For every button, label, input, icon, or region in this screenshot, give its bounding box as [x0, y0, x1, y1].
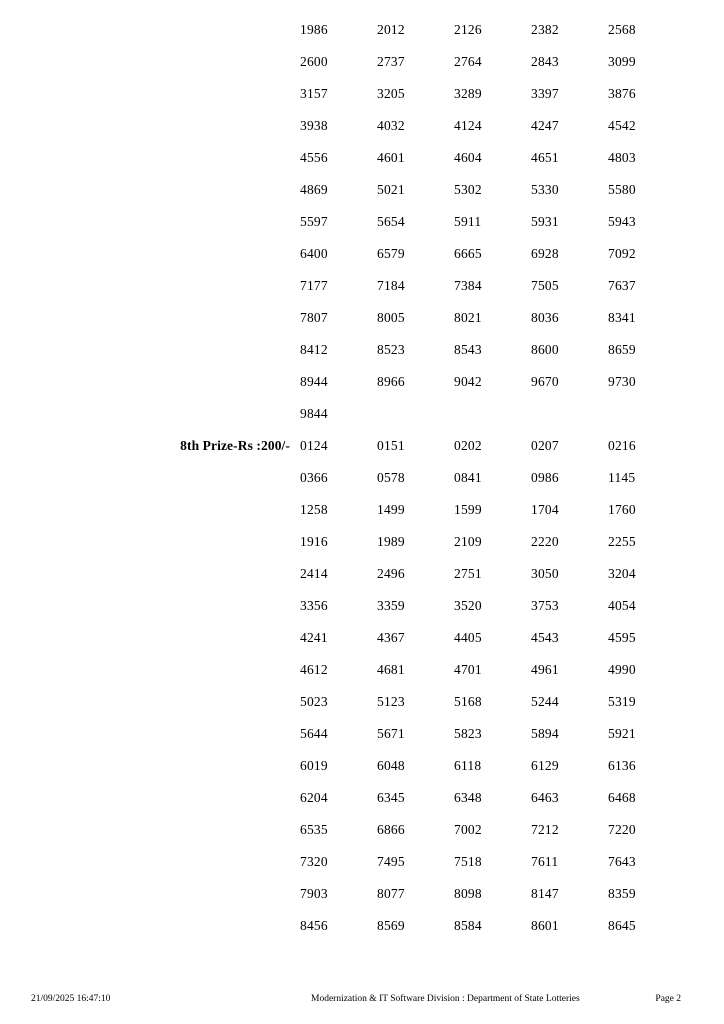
number-group: [300, 854, 724, 870]
number-group: [300, 278, 724, 294]
prize-number: 8584: [454, 918, 482, 933]
prize-number: 5921: [608, 726, 636, 741]
prize-number: 1145: [608, 470, 636, 485]
table-row: [0, 22, 724, 54]
number-group: [300, 150, 724, 166]
number-group: [300, 822, 724, 838]
number-group: [300, 54, 724, 70]
prize-number: 5123: [377, 694, 405, 709]
number-group: [300, 918, 724, 934]
prize-number: 6579: [377, 246, 405, 261]
prize-number: 6136: [608, 758, 636, 773]
prize-number: 4595: [608, 630, 636, 645]
number-group: [300, 726, 724, 742]
prize-number: 8098: [454, 886, 482, 901]
prize-number: 3157: [300, 86, 328, 101]
prize-number: 4803: [608, 150, 636, 165]
number-group: [300, 534, 724, 550]
prize-number: 2751: [454, 566, 482, 581]
prize-number: 4604: [454, 150, 482, 165]
prize-number: 0151: [377, 438, 405, 453]
prize-number: 6019: [300, 758, 328, 773]
number-group: [300, 22, 724, 38]
prize-number: 3938: [300, 118, 328, 133]
number-group: [300, 886, 724, 902]
prize-number: 8021: [454, 310, 482, 325]
table-row: [0, 854, 724, 886]
table-row: [0, 374, 724, 406]
prize-number: 6866: [377, 822, 405, 837]
prize-number: 8659: [608, 342, 636, 357]
prize-number: 2737: [377, 54, 405, 69]
prize-number: 7903: [300, 886, 328, 901]
table-row: [0, 822, 724, 854]
prize-number: 2255: [608, 534, 636, 549]
number-group: [300, 662, 724, 678]
prize-number: 4701: [454, 662, 482, 677]
prize-number: 7807: [300, 310, 328, 325]
number-group: [300, 758, 724, 774]
prize-number: 5644: [300, 726, 328, 741]
prize-number: 2414: [300, 566, 328, 581]
number-group: [300, 502, 724, 518]
prize-number: 0841: [454, 470, 482, 485]
prize-number: 3099: [608, 54, 636, 69]
prize-number: 6468: [608, 790, 636, 805]
prize-number: 3289: [454, 86, 482, 101]
number-group: [300, 374, 724, 390]
prize-number: 7184: [377, 278, 405, 293]
prize-number: 5168: [454, 694, 482, 709]
prize-number: 2496: [377, 566, 405, 581]
table-row: [0, 534, 724, 566]
number-group: [300, 470, 724, 486]
table-row: [0, 246, 724, 278]
table-row: [0, 630, 724, 662]
table-row: [0, 86, 724, 118]
table-row: [0, 886, 724, 918]
number-group: [300, 406, 724, 422]
prize-number: 9042: [454, 374, 482, 389]
prize-number: 7177: [300, 278, 328, 293]
number-group: [300, 246, 724, 262]
prize-number: 5911: [454, 214, 482, 229]
prize-number: 4543: [531, 630, 559, 645]
prize-number: 8645: [608, 918, 636, 933]
prize-number: 5244: [531, 694, 559, 709]
footer-department: Modernization & IT Software Division : Department of State Lotteries: [311, 994, 580, 1004]
prize-number: 1916: [300, 534, 328, 549]
table-row: [0, 790, 724, 822]
prize-number: 3359: [377, 598, 405, 613]
table-row: [0, 342, 724, 374]
number-group: [300, 182, 724, 198]
table-row: [0, 54, 724, 86]
prize-number: 8569: [377, 918, 405, 933]
table-row: [0, 406, 724, 438]
prize-number: 6348: [454, 790, 482, 805]
prize-number: 0124: [300, 438, 328, 453]
prize-number: 8523: [377, 342, 405, 357]
prize-number: 6400: [300, 246, 328, 261]
prize-number: 5894: [531, 726, 559, 741]
table-row: [0, 598, 724, 630]
prize-number: 6048: [377, 758, 405, 773]
prize-number: 8601: [531, 918, 559, 933]
number-group: [300, 790, 724, 806]
prize-number: 4542: [608, 118, 636, 133]
prize-number: 7220: [608, 822, 636, 837]
prize-number: 4367: [377, 630, 405, 645]
prize-number: 5023: [300, 694, 328, 709]
prize-number: 8600: [531, 342, 559, 357]
prize-number: 3520: [454, 598, 482, 613]
prize-number: 3876: [608, 86, 636, 101]
footer-page-number: Page 2: [655, 994, 681, 1004]
prize-number: 0202: [454, 438, 482, 453]
prize-number: 5319: [608, 694, 636, 709]
prize-number: 5943: [608, 214, 636, 229]
table-row: [0, 566, 724, 598]
prize-number: 4601: [377, 150, 405, 165]
page-footer: [0, 994, 724, 1010]
prize-number: 7637: [608, 278, 636, 293]
prize-number: 6345: [377, 790, 405, 805]
prize-category-label: 8th Prize-Rs :200/-: [180, 438, 290, 453]
prize-number: 7643: [608, 854, 636, 869]
prize-number: [454, 406, 531, 422]
prize-number: 2220: [531, 534, 559, 549]
prize-number: 4990: [608, 662, 636, 677]
table-row: [0, 694, 724, 726]
prize-number: 6928: [531, 246, 559, 261]
prize-number: 5823: [454, 726, 482, 741]
prize-number: 3050: [531, 566, 559, 581]
prize-number: 6129: [531, 758, 559, 773]
table-row: [0, 118, 724, 150]
prize-number: 2843: [531, 54, 559, 69]
prize-number: 2568: [608, 22, 636, 37]
prize-number: 5597: [300, 214, 328, 229]
number-group: [300, 438, 724, 454]
table-row: [0, 502, 724, 534]
prize-number: 7320: [300, 854, 328, 869]
prize-number: 4681: [377, 662, 405, 677]
table-row: [0, 214, 724, 246]
prize-number: 2109: [454, 534, 482, 549]
prize-number: 4612: [300, 662, 328, 677]
prize-number: 8077: [377, 886, 405, 901]
prize-number: 6118: [454, 758, 482, 773]
prize-number: 3397: [531, 86, 559, 101]
prize-number: 2012: [377, 22, 405, 37]
table-row: [0, 150, 724, 182]
prize-number: 9844: [300, 406, 328, 421]
prize-number: 4054: [608, 598, 636, 613]
prize-number: [531, 406, 608, 422]
prize-number: 8036: [531, 310, 559, 325]
prize-number: 7495: [377, 854, 405, 869]
prize-number: 4032: [377, 118, 405, 133]
prize-number: 1760: [608, 502, 636, 517]
prize-number: 9670: [531, 374, 559, 389]
prize-number: 0986: [531, 470, 559, 485]
prize-number: 7092: [608, 246, 636, 261]
prize-number: 6665: [454, 246, 482, 261]
prize-number: 8944: [300, 374, 328, 389]
prize-number: 0366: [300, 470, 328, 485]
prize-number: 8456: [300, 918, 328, 933]
table-row: [0, 182, 724, 214]
prize-number: 4556: [300, 150, 328, 165]
number-group: [300, 214, 724, 230]
prize-number: 7611: [531, 854, 559, 869]
footer-timestamp: 21/09/2025 16:47:10: [31, 994, 111, 1004]
prize-number: 6535: [300, 822, 328, 837]
prize-number: 3205: [377, 86, 405, 101]
table-row: [0, 758, 724, 790]
prize-number: 6204: [300, 790, 328, 805]
prize-number: 4869: [300, 182, 328, 197]
prize-number: 5330: [531, 182, 559, 197]
prize-number: 5302: [454, 182, 482, 197]
number-group: [300, 86, 724, 102]
prize-number: 1704: [531, 502, 559, 517]
prize-number: 1499: [377, 502, 405, 517]
prize-number: 7384: [454, 278, 482, 293]
table-row: [0, 438, 724, 470]
prize-number: 4961: [531, 662, 559, 677]
prize-number: 7505: [531, 278, 559, 293]
table-row: [0, 662, 724, 694]
prize-number: 4247: [531, 118, 559, 133]
prize-number: 9730: [608, 374, 636, 389]
prize-number: 2764: [454, 54, 482, 69]
prize-number: 2126: [454, 22, 482, 37]
prize-number: 7518: [454, 854, 482, 869]
number-group: [300, 118, 724, 134]
prize-number: 8966: [377, 374, 405, 389]
prize-number: 4651: [531, 150, 559, 165]
prize-number: 0578: [377, 470, 405, 485]
prize-number: 8543: [454, 342, 482, 357]
prize-number: 6463: [531, 790, 559, 805]
number-group: [300, 566, 724, 582]
prize-number: 2600: [300, 54, 328, 69]
number-group: [300, 310, 724, 326]
prize-number: 8341: [608, 310, 636, 325]
prize-number: 5021: [377, 182, 405, 197]
prize-number: 3204: [608, 566, 636, 581]
prize-number: 5654: [377, 214, 405, 229]
prize-number: 8147: [531, 886, 559, 901]
prize-number: 4405: [454, 630, 482, 645]
prize-number: 7212: [531, 822, 559, 837]
prize-number: 1258: [300, 502, 328, 517]
prize-number: 2382: [531, 22, 559, 37]
prize-number: [377, 406, 454, 422]
prize-number: 0207: [531, 438, 559, 453]
table-row: [0, 470, 724, 502]
prize-number: 5671: [377, 726, 405, 741]
prize-number: 8359: [608, 886, 636, 901]
prize-number: [608, 406, 685, 422]
prize-number: 4124: [454, 118, 482, 133]
table-row: [0, 918, 724, 950]
number-group: [300, 694, 724, 710]
prize-number: 0216: [608, 438, 636, 453]
number-group: [300, 630, 724, 646]
prize-number: 1599: [454, 502, 482, 517]
number-group: [300, 598, 724, 614]
number-group: [300, 342, 724, 358]
prize-number: 1989: [377, 534, 405, 549]
prize-number: 8412: [300, 342, 328, 357]
prize-number: 3753: [531, 598, 559, 613]
prize-number: 8005: [377, 310, 405, 325]
table-row: [0, 726, 724, 758]
prize-number: 5580: [608, 182, 636, 197]
table-row: [0, 310, 724, 342]
table-row: [0, 278, 724, 310]
prize-number: 3356: [300, 598, 328, 613]
prize-number: 4241: [300, 630, 328, 645]
prize-number: 7002: [454, 822, 482, 837]
prize-number: 1986: [300, 22, 328, 37]
prize-number: 5931: [531, 214, 559, 229]
